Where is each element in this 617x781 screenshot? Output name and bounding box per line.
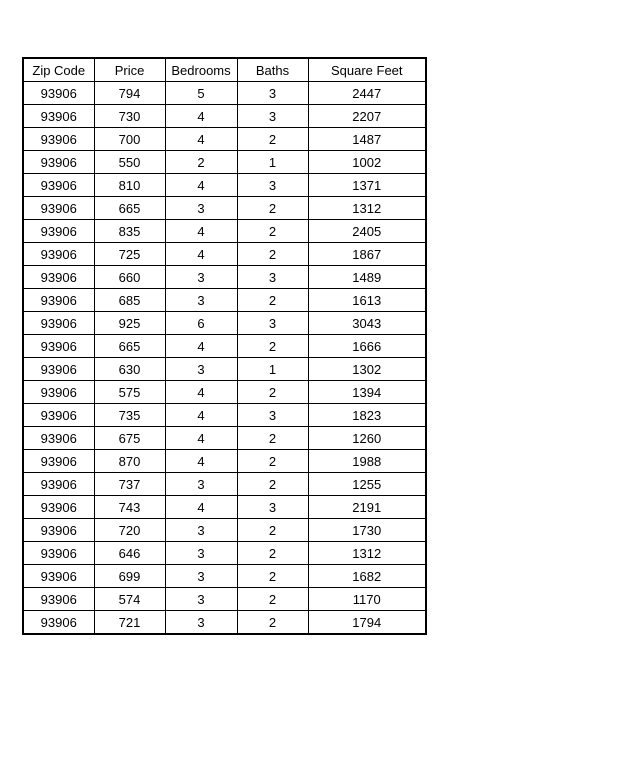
header-square-feet: Square Feet <box>308 58 426 82</box>
bedrooms-cell: 4 <box>165 220 237 243</box>
baths-cell: 1 <box>237 358 308 381</box>
table-row <box>23 220 426 243</box>
price-cell: 735 <box>94 404 165 427</box>
bedrooms-cell: 5 <box>165 82 237 105</box>
price-cell: 575 <box>94 381 165 404</box>
bedrooms-cell: 3 <box>165 266 237 289</box>
table-row <box>23 289 426 312</box>
price-cell: 665 <box>94 197 165 220</box>
bedrooms-cell: 4 <box>165 381 237 404</box>
baths-cell: 3 <box>237 496 308 519</box>
baths-cell: 2 <box>237 220 308 243</box>
header-zip-code: Zip Code <box>23 58 94 82</box>
price-cell: 925 <box>94 312 165 335</box>
bedrooms-cell: 4 <box>165 335 237 358</box>
bedrooms-cell: 3 <box>165 565 237 588</box>
bedrooms-cell: 6 <box>165 312 237 335</box>
square-feet-cell: 1394 <box>308 381 426 404</box>
bedrooms-cell: 4 <box>165 427 237 450</box>
baths-cell: 2 <box>237 588 308 611</box>
price-cell: 665 <box>94 335 165 358</box>
price-cell: 646 <box>94 542 165 565</box>
table-row <box>23 266 426 289</box>
table-row <box>23 358 426 381</box>
baths-cell: 2 <box>237 519 308 542</box>
table-row <box>23 243 426 266</box>
price-cell: 675 <box>94 427 165 450</box>
table-row <box>23 519 426 542</box>
baths-cell: 3 <box>237 82 308 105</box>
header-bedrooms: Bedrooms <box>165 58 237 82</box>
price-cell: 810 <box>94 174 165 197</box>
table-row <box>23 151 426 174</box>
square-feet-cell: 1312 <box>308 542 426 565</box>
zip-code-cell: 93906 <box>23 381 94 404</box>
table-row <box>23 335 426 358</box>
square-feet-cell: 2405 <box>308 220 426 243</box>
square-feet-cell: 1988 <box>308 450 426 473</box>
price-cell: 870 <box>94 450 165 473</box>
square-feet-cell: 1489 <box>308 266 426 289</box>
baths-cell: 2 <box>237 565 308 588</box>
baths-cell: 2 <box>237 611 308 635</box>
bedrooms-cell: 4 <box>165 105 237 128</box>
square-feet-cell: 1260 <box>308 427 426 450</box>
table-row <box>23 611 426 635</box>
table-row <box>23 105 426 128</box>
square-feet-cell: 1371 <box>308 174 426 197</box>
square-feet-cell: 1255 <box>308 473 426 496</box>
baths-cell: 2 <box>237 335 308 358</box>
zip-code-cell: 93906 <box>23 404 94 427</box>
baths-cell: 2 <box>237 473 308 496</box>
table-row <box>23 473 426 496</box>
table-row <box>23 404 426 427</box>
price-cell: 685 <box>94 289 165 312</box>
square-feet-cell: 1002 <box>308 151 426 174</box>
baths-cell: 2 <box>237 542 308 565</box>
bedrooms-cell: 4 <box>165 128 237 151</box>
baths-cell: 3 <box>237 105 308 128</box>
zip-code-cell: 93906 <box>23 82 94 105</box>
zip-code-cell: 93906 <box>23 243 94 266</box>
baths-cell: 2 <box>237 381 308 404</box>
zip-code-cell: 93906 <box>23 312 94 335</box>
bedrooms-cell: 3 <box>165 358 237 381</box>
table-row <box>23 565 426 588</box>
bedrooms-cell: 3 <box>165 289 237 312</box>
zip-code-cell: 93906 <box>23 565 94 588</box>
price-cell: 630 <box>94 358 165 381</box>
square-feet-cell: 1170 <box>308 588 426 611</box>
bedrooms-cell: 4 <box>165 243 237 266</box>
square-feet-cell: 2447 <box>308 82 426 105</box>
zip-code-cell: 93906 <box>23 105 94 128</box>
table-row <box>23 427 426 450</box>
bedrooms-cell: 4 <box>165 404 237 427</box>
price-cell: 720 <box>94 519 165 542</box>
zip-code-cell: 93906 <box>23 450 94 473</box>
table-row <box>23 197 426 220</box>
price-cell: 737 <box>94 473 165 496</box>
square-feet-cell: 1487 <box>308 128 426 151</box>
square-feet-cell: 1730 <box>308 519 426 542</box>
zip-code-cell: 93906 <box>23 588 94 611</box>
zip-code-cell: 93906 <box>23 128 94 151</box>
table-row <box>23 588 426 611</box>
bedrooms-cell: 4 <box>165 496 237 519</box>
square-feet-cell: 2191 <box>308 496 426 519</box>
table-row <box>23 381 426 404</box>
square-feet-cell: 1867 <box>308 243 426 266</box>
zip-code-cell: 93906 <box>23 519 94 542</box>
zip-code-cell: 93906 <box>23 266 94 289</box>
price-cell: 835 <box>94 220 165 243</box>
zip-code-cell: 93906 <box>23 358 94 381</box>
zip-code-cell: 93906 <box>23 220 94 243</box>
price-cell: 699 <box>94 565 165 588</box>
price-cell: 730 <box>94 105 165 128</box>
square-feet-cell: 1613 <box>308 289 426 312</box>
table-row <box>23 82 426 105</box>
zip-code-cell: 93906 <box>23 496 94 519</box>
bedrooms-cell: 4 <box>165 174 237 197</box>
square-feet-cell: 3043 <box>308 312 426 335</box>
baths-cell: 3 <box>237 174 308 197</box>
housing-data-table <box>22 57 427 635</box>
bedrooms-cell: 3 <box>165 197 237 220</box>
bedrooms-cell: 4 <box>165 450 237 473</box>
zip-code-cell: 93906 <box>23 427 94 450</box>
square-feet-cell: 1666 <box>308 335 426 358</box>
price-cell: 721 <box>94 611 165 635</box>
table-row <box>23 312 426 335</box>
bedrooms-cell: 3 <box>165 542 237 565</box>
baths-cell: 2 <box>237 197 308 220</box>
square-feet-cell: 2207 <box>308 105 426 128</box>
bedrooms-cell: 3 <box>165 473 237 496</box>
zip-code-cell: 93906 <box>23 174 94 197</box>
table-row <box>23 128 426 151</box>
baths-cell: 2 <box>237 128 308 151</box>
bedrooms-cell: 2 <box>165 151 237 174</box>
table-row <box>23 450 426 473</box>
baths-cell: 2 <box>237 289 308 312</box>
header-price: Price <box>94 58 165 82</box>
square-feet-cell: 1682 <box>308 565 426 588</box>
baths-cell: 2 <box>237 450 308 473</box>
price-cell: 574 <box>94 588 165 611</box>
square-feet-cell: 1823 <box>308 404 426 427</box>
zip-code-cell: 93906 <box>23 335 94 358</box>
header-baths: Baths <box>237 58 308 82</box>
zip-code-cell: 93906 <box>23 542 94 565</box>
zip-code-cell: 93906 <box>23 197 94 220</box>
bedrooms-cell: 3 <box>165 519 237 542</box>
price-cell: 794 <box>94 82 165 105</box>
baths-cell: 2 <box>237 243 308 266</box>
square-feet-cell: 1302 <box>308 358 426 381</box>
price-cell: 743 <box>94 496 165 519</box>
square-feet-cell: 1312 <box>308 197 426 220</box>
table-row <box>23 496 426 519</box>
zip-code-cell: 93906 <box>23 473 94 496</box>
price-cell: 700 <box>94 128 165 151</box>
price-cell: 550 <box>94 151 165 174</box>
baths-cell: 3 <box>237 312 308 335</box>
zip-code-cell: 93906 <box>23 611 94 635</box>
bedrooms-cell: 3 <box>165 611 237 635</box>
baths-cell: 3 <box>237 266 308 289</box>
price-cell: 660 <box>94 266 165 289</box>
zip-code-cell: 93906 <box>23 289 94 312</box>
table-row <box>23 542 426 565</box>
baths-cell: 1 <box>237 151 308 174</box>
bedrooms-cell: 3 <box>165 588 237 611</box>
baths-cell: 3 <box>237 404 308 427</box>
price-cell: 725 <box>94 243 165 266</box>
square-feet-cell: 1794 <box>308 611 426 635</box>
baths-cell: 2 <box>237 427 308 450</box>
zip-code-cell: 93906 <box>23 151 94 174</box>
header-row <box>23 58 426 82</box>
table-row <box>23 174 426 197</box>
